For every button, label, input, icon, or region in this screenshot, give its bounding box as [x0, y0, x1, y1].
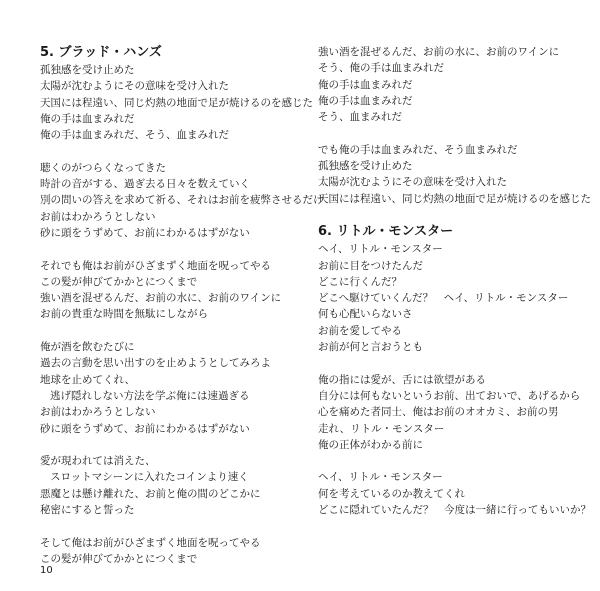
stanza-gap	[318, 125, 588, 141]
lyric-line: 孤独感を受け止めた	[318, 160, 413, 173]
lyric-line: 何も心配いらないさ	[318, 308, 413, 321]
lyric-line: 悪魔とは懸け離れた、お前と俺の間のどこかに	[40, 487, 261, 500]
lyric-line: ヘイ、リトル・モンスター	[318, 471, 443, 484]
stanza	[40, 258, 310, 323]
lyric-line: 俺の正体がわかる前に	[318, 438, 423, 451]
lyric-line: 心を痛めた者同士、俺はお前のオオカミ、お前の男	[318, 406, 559, 419]
stanza-gap	[318, 355, 588, 371]
stanza-gap	[40, 437, 310, 453]
lyric-line: 地球を止めてくれ、	[40, 373, 136, 386]
stanza	[318, 372, 588, 453]
page-number: 10	[40, 565, 53, 576]
lyric-line: 孤独感を受け止めた	[40, 64, 135, 76]
lyric-line: でも俺の手は血まみれだ、そう血まみれだ	[318, 143, 518, 156]
stanza	[318, 142, 591, 207]
lyric-line: 強い酒を混ぜるんだ、お前の水に、お前のワインに	[318, 46, 560, 58]
right-lyrics-little-monster	[318, 241, 591, 518]
lyric-line: 聴くのがつらくなってきた	[40, 161, 166, 174]
right-column	[318, 44, 591, 518]
lyric-line: お前に目をつけたんだ	[318, 259, 423, 272]
stanza-gap	[40, 323, 310, 339]
lyric-line: この髪が伸びてかかとにつくまで	[40, 552, 198, 565]
left-lyrics	[40, 62, 324, 567]
lyric-line: 俺の手は血まみれだ	[40, 112, 135, 125]
lyric-line: 別の問いの答えを求めて祈る、それはお前を疲弊させるだけ	[40, 194, 324, 207]
lyric-line: 天国には程遠い、同じ灼熱の地面で足が焼けるのを感じた	[318, 192, 591, 205]
lyric-line: お前はわかろうとしない	[40, 406, 156, 419]
lyric-line: 時計の音がする、過ぎ去る日々を数えていく	[40, 178, 250, 191]
lyric-line: 砂に頭をうずめて、お前にわかるはずがない	[40, 422, 250, 435]
lyric-line: 愛が現われては消えた、	[40, 455, 156, 468]
stanza-gap	[40, 241, 310, 257]
lyric-line: どこに行くんだ？	[318, 275, 402, 288]
stanza	[40, 339, 310, 437]
right-lyrics-continued	[318, 44, 591, 207]
lyric-line: 秘密にすると誓った	[40, 504, 135, 517]
lyric-line: 天国には程遠い、同じ灼熱の地面で足が焼けるのを感じた	[40, 96, 313, 109]
stanza	[318, 241, 588, 355]
lyric-line: 俺の指には愛が、舌には欲望がある	[318, 373, 486, 386]
lyric-line: 走れ、リトル・モンスター	[318, 422, 445, 435]
stanza-gap	[40, 143, 310, 159]
lyric-line: 俺の手は血まみれだ、そう、血まみれだ	[40, 129, 229, 142]
lyric-line: 俺が酒を飲むたびに	[40, 341, 135, 354]
lyric-line: 何を考えているのか教えてくれ	[318, 487, 465, 500]
lyric-line: お前の貴重な時間を無駄にしながら	[40, 308, 208, 321]
song-title-blood-hands: 5. ブラッド・ハンズ	[40, 45, 162, 60]
stanza	[40, 62, 313, 143]
stanza	[40, 535, 310, 568]
left-column	[40, 44, 324, 567]
lyric-line: どこへ駆けていくんだ？ ヘイ、リトル・モンスター	[318, 292, 569, 305]
stanza	[318, 44, 588, 125]
lyric-line: 太陽が沈むようにその意味を受け入れた	[40, 80, 229, 93]
lyric-line: 強い酒を混ぜるんだ、お前の水に、お前のワインに	[40, 292, 282, 305]
stanza-gap	[40, 518, 310, 534]
lyric-line: そう、俺の手は血まみれだ	[318, 62, 444, 75]
lyric-line: それでも俺はお前がひざまずく地面を呪ってやる	[40, 259, 271, 272]
stanza	[318, 469, 591, 518]
lyric-line: 過去の言動を思い出すのを止めようとしてみろよ	[40, 357, 271, 370]
lyric-line: 砂に頭をうずめて、お前にわかるはずがない	[40, 226, 250, 239]
stanza	[40, 453, 310, 518]
lyric-line: この髪が伸びてかかとにつくまで	[40, 275, 198, 288]
lyric-line: お前はわかろうとしない	[40, 210, 156, 223]
stanza-gap	[318, 453, 588, 469]
lyric-line: お前が何と言おうとも	[318, 341, 423, 354]
stanza	[40, 160, 324, 241]
lyric-line: 俺の手は血まみれだ	[318, 94, 413, 107]
lyric-line: 太陽が沈むようにその意味を受け入れた	[318, 176, 507, 189]
lyric-line: スロットマシーンに入れたコインより速く	[50, 471, 249, 484]
lyric-line: 逃げ隠れしない方法を学ぶ俺には速過ぎる	[50, 389, 250, 402]
stanza-gap	[318, 207, 588, 223]
lyric-line: お前を愛してやる	[318, 324, 402, 337]
lyric-line: ヘイ、リトル・モンスター	[318, 243, 443, 256]
lyric-line: そう、血まみれだ	[318, 111, 402, 124]
song-title-little-monster: 6. リトル・モンスター	[318, 224, 454, 240]
lyric-line: 自分には何もないというお前、出ておいで、あげるから	[318, 389, 581, 402]
lyric-line: そして俺はお前がひざまずく地面を呪ってやる	[40, 536, 261, 549]
lyric-line: どこに隠れていたんだ？ 今度は一緒に行ってもいいか？	[318, 504, 591, 517]
lyric-line: 俺の手は血まみれだ	[318, 78, 413, 91]
